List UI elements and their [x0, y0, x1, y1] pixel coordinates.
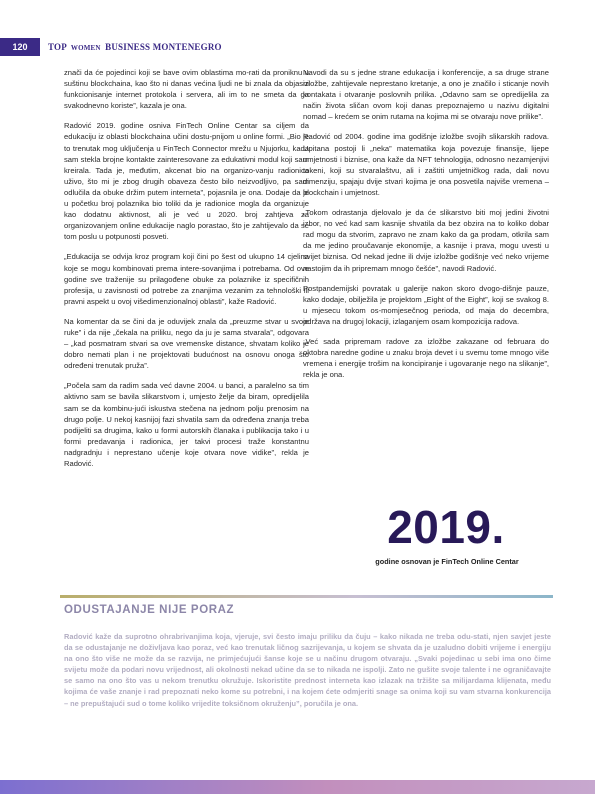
paragraph: „Počela sam da radim sada već davne 2004. u banci, a paralelno sa tim aktivno sam se bavila slikarstvom i, umjesto želje da biram, opredijelila sam se da kombinu-jući iskustva stečena na jednom polju prenosim na drugo polje. U nekoj kasnijoj fazi shvatila sam da određena znanja treba podijeliti sa drugima, kako u formi autorskih članaka i publikacija tako i u formi predavanja i radionica, jer takvi procesi traže konstantnu nadgradnju i neprestano učenje koje otvara nove vidike”, rekla je Radović. [64, 381, 309, 468]
paragraph: Na komentar da se čini da je oduvijek znala da „preuzme stvar u svoje ruke” i da nije „čekala na priliku, nego da ju je sama stvarala”, odgovara – „kad posmatram stvari sa ove vremenske distance, shvatam koliko je dobro nemati plan i ne projektovati budućnost na osnovu onoga što određeni trenutak pruža”. [64, 316, 309, 371]
paragraph: Radović 2019. godine osniva FinTech Online Centar sa ciljem da edukaciju iz oblasti blockchaina učini dostu-pnijom u online formi. „Bio je to trenutak mog uključenja u FinTech Connector mrežu u Njujorku, kada sam stekla brojne kontakte zainteresovane za edukativni modul koji sam kreirala. Tada je, međutim, akcenat bio na organizo-vanju radionica uživo, što mi je zbog drugih obaveza često bilo neizvodljivo, pa sam odlučila da obuke držim putem interneta”, pojasnila je ona. Dodaje da je u početku broj polaznika bio toliki da je radionice mogla da organizuje kao dodatnu aktivnost, ali je već u 2020. broj zahtjeva za organizovanjem online edukacije naglo porastao, što je zahtijevalo da se tom poslu u potpunosti posveti. [64, 121, 309, 242]
footer-gradient-bar [0, 780, 595, 794]
header-title-top: TOP [48, 42, 67, 52]
paragraph: „Već sada pripremam radove za izložbe zakazane od februara do oktobra naredne godine u znaku broja devet i u svemu tome mnogo više vremena i energije trošim na koncipiranje i ugovaranje nego na slikanje”, rekla je ona. [303, 336, 549, 380]
page-number: 120 [0, 38, 40, 56]
paragraph: Radović od 2004. godine ima godišnje izložbe svojih slikarskih radova. Upitana postoji li „neka” matematika koja povezuje finansije, lijepe umjetnosti i biznise, ona kaže da NFT tehnologija, odnosno nezamjenjivi tokeni, koji su stvaralaštvu, ali i zaštiti umjetničkog rada, dali novu dimenziju, spajaju dvije stvari kojima je ona posvetila najviše vremena – blockchain i umjetnost. [303, 132, 549, 197]
section-heading: ODUSTAJANJE NIJE PORAZ [64, 604, 235, 616]
magazine-header [48, 42, 222, 52]
header-title-women: WOMEN [70, 44, 101, 52]
section-body: Radović kaže da suprotno ohrabrivanjima koja, vjeruje, svi često imaju priliku da čuju – kako nikada ne treba odu-stati, njen savjet jeste da se odustajanje ne doživljava kao poraz, već kao trenutak ličnog sazrijevanja, u kojem se shvata da je uzaludno dobiti vrijeme i energiju na ono što više ne može da se razvija, ne primjećujući šanse koje se u načinu drugom otvaraju. „Svaki pojedinac u sebi ima ono čime svijetu može da podari novu vrijednost, ali okolnosti nekad učine da se to nikada ne ispolji. Zato ne gušite svoje talente i ne ograničavajte se samo na ono što vas u nekom trenutku okružuje. Iskoristite prednost interneta kao izlazak na tržište sa milijardama klijenata, među kojima će vaše znanje i rad prepoznati neko kome su potrebni, i na kojem ćete odmjeriti snage sa onima koji su vam stvarna konkurencija – ne prepuštajući sud o tome koliko vrijedite toksičnom okruženju”, poručila je ona. [64, 632, 551, 708]
paragraph: „Tokom odrastanja djelovalo je da će slikarstvo biti moj jedini životni izbor, no već kad sam kasnije shvatila da bez obzira na to koliko dobar rad mogu da stvorim, zapravo ne znam kako da ga prodam, otkrila sam da me jedino proučavanje ekonomije, a kasnije i prava, mogu uvesti u svijet biznisa. Od nekad jedne ili dvije izložbe godišnje već neko vrijeme nastojim da ih pripremam mnogo češće”, navodi Radović. [303, 208, 549, 273]
paragraph: Navodi da su s jedne strane edukacija i konferencije, a sa druge strane izložbe, zahtijevale neprestano kretanje, a ono je značilo i sticanje novih kontakata i otvaranje poslovnih prilika. „Odavno sam se opredijelila za način života sličan ovom koji danas prepoznajemo u nazivu digitalni nomad – krećem se onim rutama na kojima mi se otvaraju nove prilike”. [303, 68, 549, 122]
left-column [64, 67, 309, 478]
paragraph: Postpandemijski povratak u galerije nakon skoro dvogo-dišnje pauze, kako dodaje, obilježila je projektom „Eight of the Eight”, koji se svakog 8. u mjesecu tokom os-momjesečnog perioda, od maja do decembra, održava na drugoj lokaciji, izlaganjem osam kompozicija radova. [303, 283, 549, 326]
highlight-year: 2019. [387, 501, 505, 553]
section-divider [60, 595, 553, 598]
highlight-caption: godine osnovan je FinTech Online Centar [375, 557, 519, 566]
header-title-publication: BUSINESS MONTENEGRO [105, 42, 222, 52]
right-column [303, 67, 549, 389]
paragraph: „Edukacija se odvija kroz program koji čini po šest od ukupno 14 cjelina koje se mogu kombinovati prema intere-sovanjima i potrebama. Od ove godine sve traženije su prilagođene obuke za polaznike iz specifičnih profesija, u zavisnosti od potrebe za znanjima vezanim za tehnološki ili pravni aspekt u ovoj višedimenzionalnoj oblasti”, kaže Radović. [64, 252, 309, 306]
paragraph: znači da će pojedinci koji se bave ovim oblastima mo-rati da proniknu u suštinu blockchaina, kao što ni danas većina ljudi ne bi znala da objasni funkcionisanje internet protokola i servera, ali im to ne smeta da ga svakodnevno koriste”, kazala je ona. [64, 68, 309, 111]
